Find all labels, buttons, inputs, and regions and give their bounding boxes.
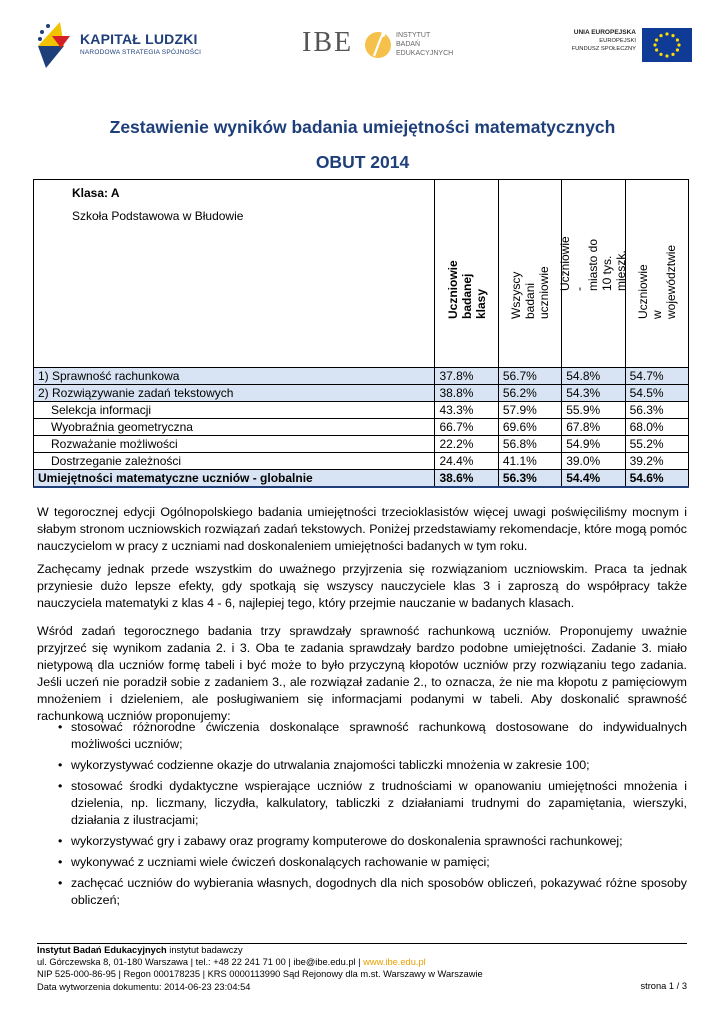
eu-text xyxy=(572,29,636,53)
paragraph: Wśród zadań tegorocznego badania trzy sprawdzały sprawność rachunkową uczniów. Proponujemy uważnie przyjrzeć się wynikom zadania 2. i 3. Oba te zadania sprawdzały bardzo podobne umiejętności. Zadanie 3. miało nietypową dla uczniów formę tabeli i być może to było przyczyną kłopotów uczniów przy rozwiązaniu tego zadania. Jeśli uczeń nie poradził sobie z zadaniem 3., ale rozwiązał zadanie 2., to oznacza, że nie ma kłopotu z pamięciowym mnożeniem i dzieleniem, ale posługiwaniem się informacjami podanymi w tabeli. Aby doskonalić sprawność rachunkową uczniów proponujemy: xyxy=(37,624,687,723)
table-row xyxy=(34,436,689,453)
school-name: Szkoła Podstawowa w Błudowie xyxy=(72,209,244,223)
cell-value: 39.0% xyxy=(562,453,625,470)
footer-org-type: instytut badawczy xyxy=(166,945,243,955)
list-item: • wykonywać z uczniami wiele ćwiczeń doskonalących rachowanie w pamięci; xyxy=(37,854,687,871)
list-item: • zachęcać uczniów do wybierania własnych, dogodnych dla nich sposobów obliczeń, pokazywać różne sposoby obliczeń; xyxy=(37,875,687,909)
column-header xyxy=(498,180,561,368)
cell-value: 69.6% xyxy=(498,419,561,436)
cell-value: 56.2% xyxy=(498,385,561,402)
total-value: 56.3% xyxy=(498,470,561,488)
eu-line3: FUNDUSZ SPOŁECZNY xyxy=(571,46,636,52)
report-subtitle: OBUT 2014 xyxy=(315,152,410,172)
footer-created: Data wytworzenia dokumentu: 2014-06-23 23:04:54 xyxy=(37,981,251,992)
column-header-label: Uczniowie badanej klasy xyxy=(445,260,488,319)
class-info-cell xyxy=(34,180,435,368)
row-label: Rozważanie możliwości xyxy=(34,436,435,453)
paragraph: Zachęcamy jednak przede wszystkim do uważnego przyjrzenia się rozwiązaniom uczniowskim. Praca ta jednak przyniesie dużo lepsze efekty, gdy spotkają się wszyscy nauczyciele klas 3 i zaproszą do współpracy także nauczyciela matematyki z klas 4 - 6, najlepiej tego, który przejmie nauczanie w badanych klasach. xyxy=(37,562,687,610)
footer xyxy=(37,944,687,993)
footer-website-link[interactable]: www.ibe.edu.pl xyxy=(363,957,426,968)
cell-value: 67.8% xyxy=(562,419,625,436)
body-text-2 xyxy=(37,623,687,731)
ibe-swirl-icon xyxy=(364,26,392,64)
list-item: • wykorzystywać gry i zabawy oraz programy komputerowe do doskonalenia sprawności rachunkowej; xyxy=(37,833,687,850)
list-item: • stosować różnorodne ćwiczenia doskonalące sprawność rachunkową dostosowane do indywidualnych możliwości uczniów; xyxy=(37,719,687,753)
cell-value: 41.1% xyxy=(498,453,561,470)
table-row xyxy=(34,385,689,402)
cell-value: 55.2% xyxy=(625,436,688,453)
table-row xyxy=(34,419,689,436)
row-label: Selekcja informacji xyxy=(34,402,435,419)
footer-address xyxy=(37,956,687,968)
eu-logo xyxy=(566,26,692,66)
column-header-label: Uczniowie w województwie xyxy=(635,244,678,319)
footer-org-name: Instytut Badań Edukacyjnych xyxy=(37,945,167,955)
ibe-subtitle: INSTYTUT BADAŃ EDUKACYJNYCH xyxy=(396,32,454,57)
kapital-ludzki-emblem-icon xyxy=(34,18,78,70)
cell-value: 54.3% xyxy=(562,385,625,402)
cell-value: 43.3% xyxy=(435,402,498,419)
total-value: 54.6% xyxy=(625,470,688,488)
cell-value: 54.9% xyxy=(562,436,625,453)
cell-value: 56.8% xyxy=(498,436,561,453)
kapital-ludzki-logo xyxy=(34,18,214,70)
results-table xyxy=(33,179,689,488)
ibe-logo xyxy=(302,26,472,64)
footer-address-text: ul. Górczewska 8, 01-180 Warszawa | tel.: +48 22 241 71 00 | ibe@ibe.edu.pl | xyxy=(37,957,364,968)
eu-line1: UNIA EUROPEJSKA xyxy=(573,29,636,36)
cell-value: 68.0% xyxy=(625,419,688,436)
column-header-label: Uczniowie - miasto do 10 tys. mieszk. xyxy=(558,236,629,291)
cell-value: 39.2% xyxy=(625,453,688,470)
eu-flag-icon xyxy=(642,28,692,62)
cell-value: 24.4% xyxy=(435,453,498,470)
cell-value: 56.3% xyxy=(625,402,688,419)
cell-value: 56.7% xyxy=(498,368,561,385)
row-label: Dostrzeganie zależności xyxy=(34,453,435,470)
eu-line2: EUROPEJSKI xyxy=(599,38,636,44)
cell-value: 38.8% xyxy=(435,385,498,402)
cell-value: 57.9% xyxy=(498,402,561,419)
cell-value: 55.9% xyxy=(562,402,625,419)
column-header-label: Wszyscy badani uczniowie xyxy=(509,266,551,319)
table-row xyxy=(34,453,689,470)
ibe-letters: IBE xyxy=(302,27,354,58)
row-label: 1) Sprawność rachunkowa xyxy=(34,368,435,385)
list-item: • stosować środki dydaktyczne wspierające uczniów z trudnościami w opanowaniu umiejętności mnożenia i dzielenia, np. liczmany, liczydła, kalkulatory, tabliczki z działaniami trudnymi do zapamiętania, wierszyki, działania z ilustracjami; xyxy=(37,778,687,829)
paragraph: W tegorocznej edycji Ogólnopolskiego badania umiejętności trzecioklasistów więcej uwagi poświęciliśmy mocnym i słabym stronom uczniowskich rozwiązań zadań tekstowych. Poniżej przedstawiamy rekomendacje, które mogą pomóc nauczycielom w pracy z uczniami nad doskonaleniem umiejętności badanych w tym roku. xyxy=(37,505,687,553)
cell-value: 54.5% xyxy=(625,385,688,402)
row-label: Wyobraźnia geometryczna xyxy=(34,419,435,436)
table-row xyxy=(34,402,689,419)
table-total-row xyxy=(34,470,689,488)
total-value: 38.6% xyxy=(435,470,498,488)
column-header xyxy=(435,180,498,368)
cell-value: 22.2% xyxy=(435,436,498,453)
column-header xyxy=(625,180,688,368)
class-label: Klasa: A xyxy=(72,186,120,200)
kapital-ludzki-subtitle: NARODOWA STRATEGIA SPÓJNOŚCI xyxy=(80,49,202,56)
cell-value: 54.7% xyxy=(625,368,688,385)
footer-registry: NIP 525-000-86-95 | Regon 000178235 | KRS 0000113990 Sąd Rejonowy dla m.st. Warszawy w Warszawie xyxy=(37,969,483,980)
list-item: • wykorzystywać codzienne okazje do utrwalania znajomości tabliczki mnożenia w zakresie 100; xyxy=(37,757,687,774)
cell-value: 54.8% xyxy=(562,368,625,385)
report-title: Zestawienie wyników badania umiejętności matematycznych xyxy=(109,117,616,137)
row-label: 2) Rozwiązywanie zadań tekstowych xyxy=(34,385,435,402)
footer-org xyxy=(37,944,687,956)
total-label: Umiejętności matematyczne uczniów - globalnie xyxy=(34,470,435,488)
column-header xyxy=(558,180,629,368)
cell-value: 37.8% xyxy=(435,368,498,385)
total-value: 54.4% xyxy=(562,470,625,488)
body-text xyxy=(37,504,687,618)
kapital-ludzki-title: KAPITAŁ LUDZKI xyxy=(80,31,198,47)
page-number: strona 1 / 3 xyxy=(640,981,687,991)
table-header-row xyxy=(34,180,689,368)
cell-value: 66.7% xyxy=(435,419,498,436)
table-row xyxy=(34,368,689,385)
recommendation-list xyxy=(37,719,687,913)
